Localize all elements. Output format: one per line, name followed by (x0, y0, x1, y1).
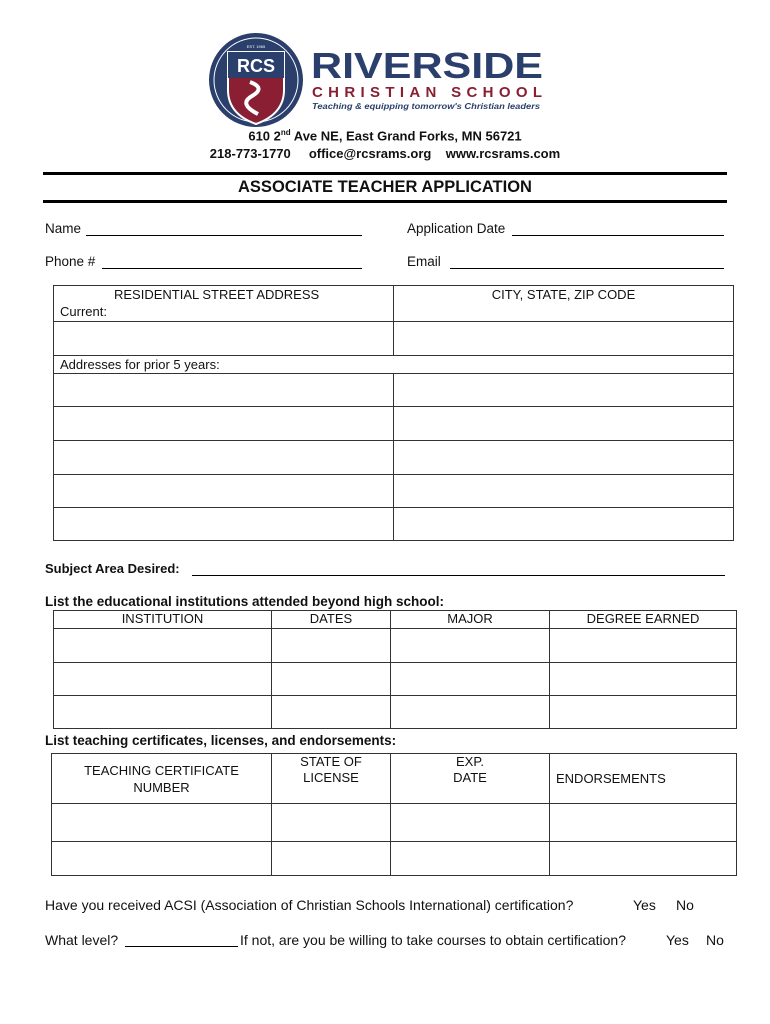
exp-date-input[interactable] (391, 842, 550, 876)
dates-input[interactable] (272, 629, 391, 663)
institution-input[interactable] (54, 629, 272, 663)
email-field[interactable] (450, 268, 724, 269)
dates-input[interactable] (272, 696, 391, 729)
email-label: Email (407, 254, 441, 269)
name-label: Name (45, 221, 82, 236)
exp-date-input[interactable] (391, 804, 550, 842)
education-heading: List the educational institutions attended beyond high school: (45, 594, 445, 609)
certificates-heading: List teaching certificates, licenses, and endorsements: (45, 733, 397, 748)
education-table (53, 610, 737, 729)
application-date-label: Application Date (407, 221, 506, 236)
phone-label: Phone # (45, 254, 96, 269)
courses-yes-option[interactable]: Yes (666, 932, 689, 948)
application-date-field[interactable] (512, 235, 724, 236)
school-email: office@rcsrams.org (308, 146, 432, 161)
school-phone: 218-773-1770 (209, 146, 291, 161)
institution-header: INSTITUTION (54, 611, 272, 629)
institution-input[interactable] (54, 696, 272, 729)
major-input[interactable] (391, 663, 550, 696)
exp-date-header: EXP. DATE (391, 754, 550, 804)
tagline: Teaching & equipping tomorrow's Christian leaders (312, 102, 541, 111)
prior-street-input[interactable] (54, 508, 394, 541)
acsi-yes-option[interactable]: Yes (633, 897, 656, 913)
prior-addresses-row (54, 356, 734, 374)
major-input[interactable] (391, 629, 550, 663)
subject-area-label: Subject Area Desired: (45, 561, 180, 576)
endorsements-input[interactable] (550, 842, 737, 876)
certificates-table (51, 753, 737, 876)
logo-small-text: EST. 1965 (246, 44, 266, 49)
address-table (53, 285, 734, 541)
dates-input[interactable] (272, 663, 391, 696)
current-city-input[interactable] (394, 322, 734, 356)
major-input[interactable] (391, 696, 550, 729)
form-title: ASSOCIATE TEACHER APPLICATION (238, 178, 532, 196)
street-address-header: RESIDENTIAL STREET ADDRESS (114, 287, 320, 302)
current-label: Current: (60, 304, 107, 319)
prior-street-input[interactable] (54, 407, 394, 441)
prior-addresses-label: Addresses for prior 5 years: (60, 357, 220, 372)
institution-input[interactable] (54, 663, 272, 696)
prior-city-input[interactable] (394, 407, 734, 441)
prior-street-input[interactable] (54, 374, 394, 407)
prior-city-input[interactable] (394, 374, 734, 407)
prior-street-input[interactable] (54, 475, 394, 508)
address-header-cell (54, 286, 394, 322)
school-name-line1: RIVERSIDE (311, 45, 543, 86)
school-contact (0, 146, 770, 161)
prior-street-input[interactable] (54, 441, 394, 475)
prior-city-input[interactable] (394, 508, 734, 541)
certificate-number-input[interactable] (52, 842, 272, 876)
school-website: www.rcsrams.com (445, 146, 561, 161)
name-field[interactable] (86, 235, 362, 236)
logo-initials: RCS (236, 56, 276, 76)
subject-area-field[interactable] (192, 575, 725, 576)
phone-field[interactable] (102, 268, 362, 269)
endorsements-header: ENDORSEMENTS (550, 754, 737, 804)
major-header: MAJOR (391, 611, 550, 629)
state-license-input[interactable] (272, 842, 391, 876)
endorsements-input[interactable] (550, 804, 737, 842)
degree-header: DEGREE EARNED (550, 611, 737, 629)
acsi-no-option[interactable]: No (676, 897, 694, 913)
acsi-question: Have you received ACSI (Association of Christian Schools International) certification? (45, 897, 574, 913)
state-license-header: STATE OF LICENSE (272, 754, 391, 804)
city-state-zip-header: CITY, STATE, ZIP CODE (491, 287, 636, 302)
courses-question: If not, are you be willing to take courses to obtain certification? (240, 932, 626, 948)
prior-city-input[interactable] (394, 441, 734, 475)
courses-no-option[interactable]: No (706, 932, 724, 948)
prior-city-input[interactable] (394, 475, 734, 508)
certificate-number-input[interactable] (52, 804, 272, 842)
current-street-input[interactable] (54, 322, 394, 356)
title-rule-bottom (43, 200, 727, 203)
what-level-field[interactable] (125, 946, 238, 947)
school-address: 610 2nd Ave NE, East Grand Forks, MN 56721 (248, 128, 522, 144)
degree-input[interactable] (550, 663, 737, 696)
title-rule-top (43, 172, 727, 175)
school-name-line2: CHRISTIAN SCHOOL (312, 84, 542, 101)
dates-header: DATES (272, 611, 391, 629)
city-header-cell (394, 286, 734, 322)
certificate-number-header: TEACHING CERTIFICATE NUMBER (52, 754, 272, 804)
what-level-label: What level? (45, 932, 119, 948)
degree-input[interactable] (550, 629, 737, 663)
school-logo (208, 30, 548, 130)
state-license-input[interactable] (272, 804, 391, 842)
degree-input[interactable] (550, 696, 737, 729)
